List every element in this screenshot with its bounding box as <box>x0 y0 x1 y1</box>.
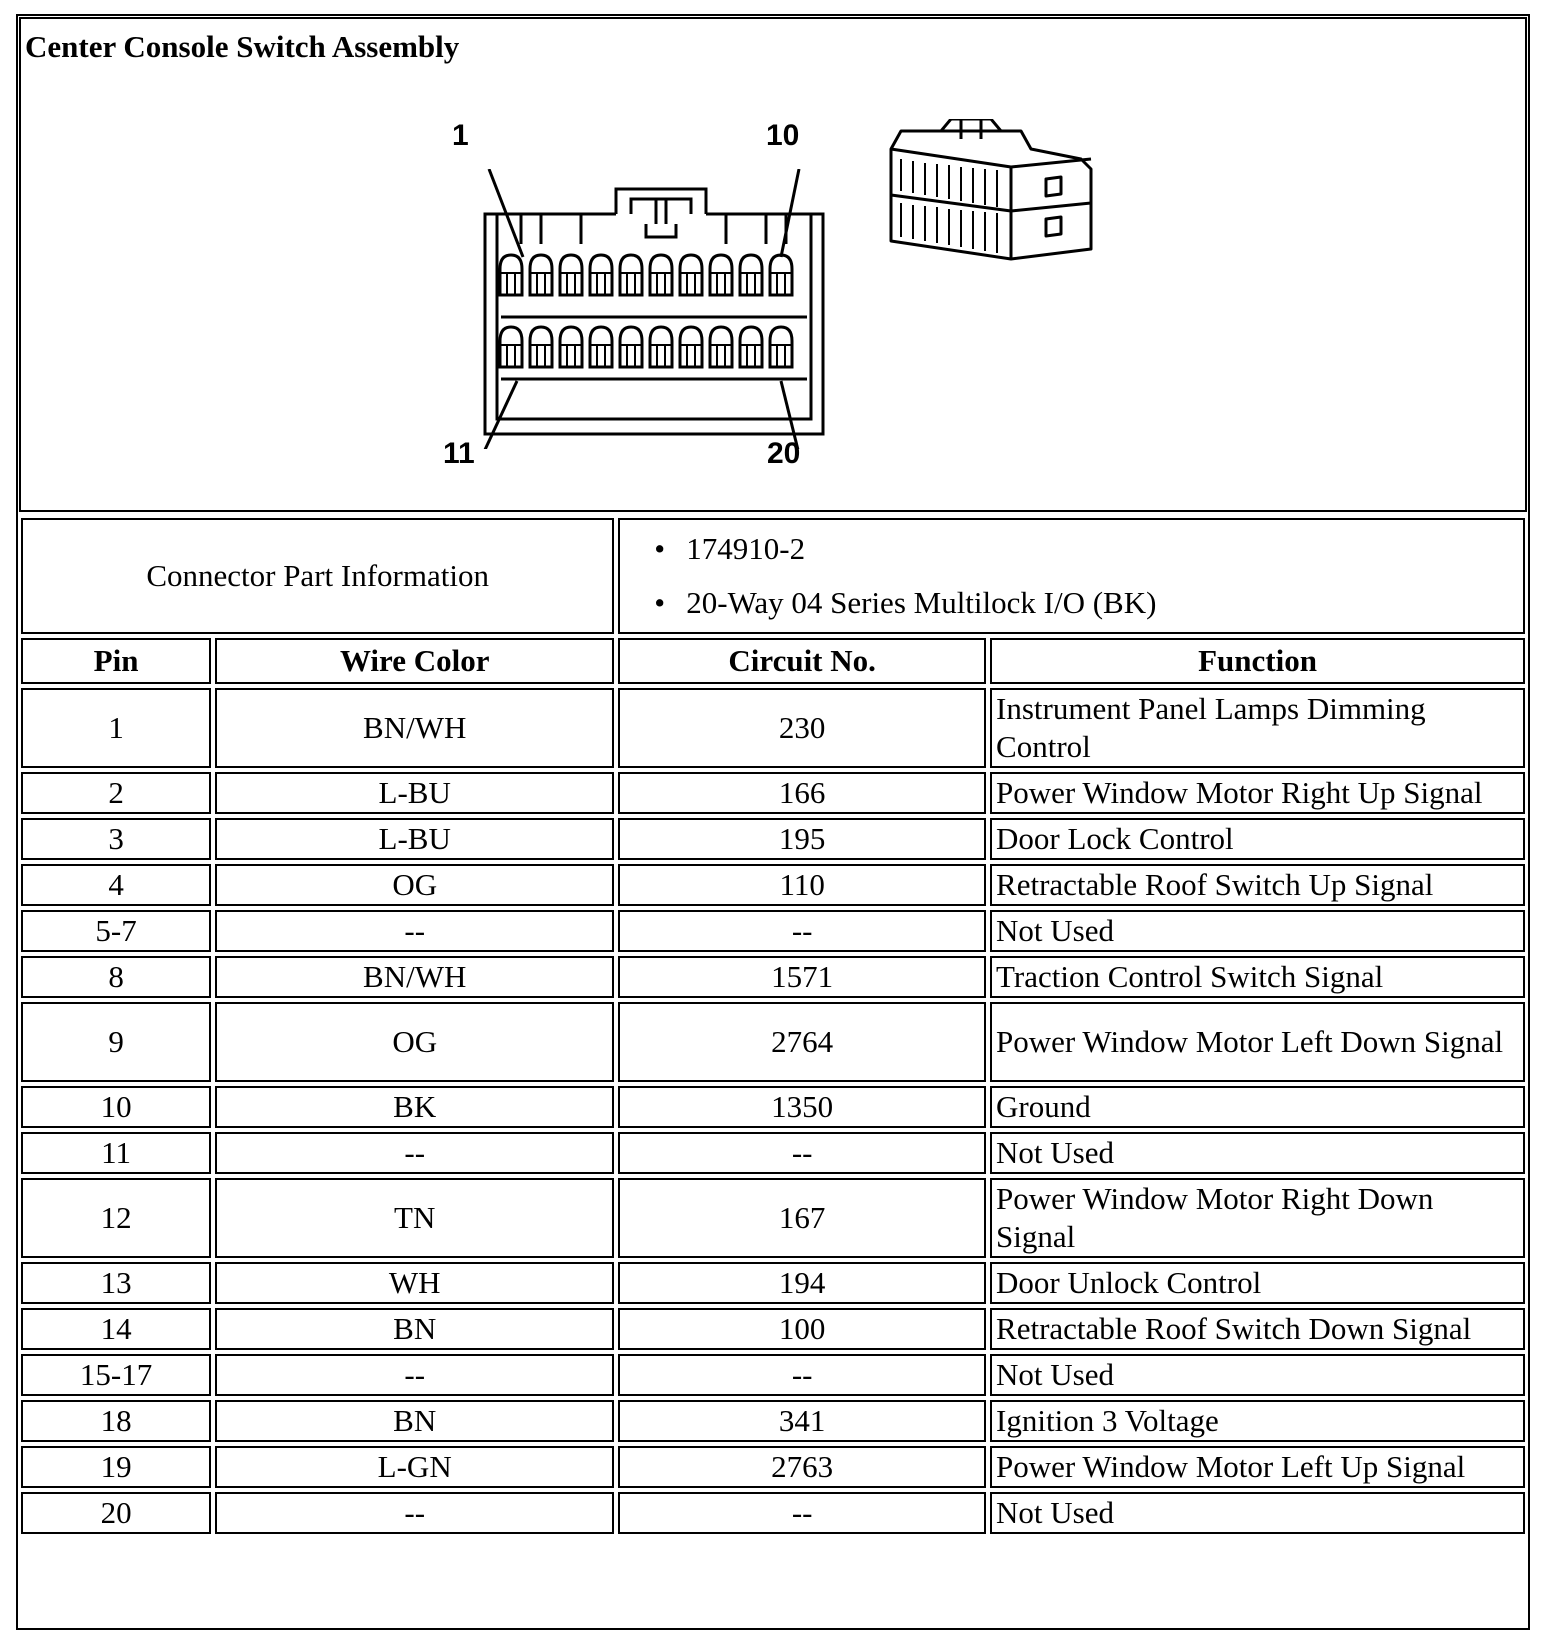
terminal-contact <box>590 273 612 295</box>
terminal-contact <box>710 273 732 295</box>
cell-pin: 10 <box>21 1086 211 1128</box>
terminal-cavity <box>560 255 582 295</box>
pin-row-top <box>500 255 792 295</box>
cell-pin: 15-17 <box>21 1354 211 1396</box>
terminal-contact <box>740 273 762 295</box>
terminal-contact <box>560 273 582 295</box>
part-description: • 20-Way 04 Series Multilock I/O (BK) <box>686 576 1519 630</box>
cell-function: Door Unlock Control <box>990 1262 1525 1304</box>
cell-function: Power Window Motor Right Down Signal <box>990 1178 1525 1258</box>
terminal-contact <box>680 345 702 367</box>
connector-face-drawing <box>481 169 841 449</box>
terminal-cavity <box>590 327 612 367</box>
cell-circuit: 2763 <box>618 1446 986 1488</box>
table-row <box>21 1086 1525 1128</box>
cell-function: Retractable Roof Switch Up Signal <box>990 864 1525 906</box>
cell-function: Traction Control Switch Signal <box>990 956 1525 998</box>
part-info-values <box>618 518 1525 634</box>
table-row <box>21 1132 1525 1174</box>
pin-label-top-right: 10 <box>766 119 800 152</box>
cell-circuit: -- <box>618 1132 986 1174</box>
terminal-cavity <box>500 255 522 295</box>
terminal-cavity <box>710 255 732 295</box>
cell-circuit: 166 <box>618 772 986 814</box>
cell-pin: 20 <box>21 1492 211 1534</box>
terminal-cavity <box>680 255 702 295</box>
table-row <box>21 910 1525 952</box>
cell-pin: 19 <box>21 1446 211 1488</box>
terminal-cavity <box>530 327 552 367</box>
pin-row-bottom <box>500 327 792 367</box>
table-row <box>21 1446 1525 1488</box>
cell-function: Power Window Motor Right Up Signal <box>990 772 1525 814</box>
terminal-contact <box>590 345 612 367</box>
terminal-contact <box>740 345 762 367</box>
terminal-contact <box>650 345 672 367</box>
terminal-contact <box>710 345 732 367</box>
terminal-cavity <box>770 327 792 367</box>
cell-wire-color: TN <box>215 1178 614 1258</box>
connector-diagram-panel <box>19 17 1527 512</box>
cell-pin: 14 <box>21 1308 211 1350</box>
terminal-cavity <box>650 255 672 295</box>
cell-circuit: 195 <box>618 818 986 860</box>
cell-pin: 8 <box>21 956 211 998</box>
terminal-contact <box>530 273 552 295</box>
terminal-contact <box>620 273 642 295</box>
terminal-contact <box>620 345 642 367</box>
cell-function: Retractable Roof Switch Down Signal <box>990 1308 1525 1350</box>
cell-circuit: 1350 <box>618 1086 986 1128</box>
cell-wire-color: BN <box>215 1400 614 1442</box>
part-info-label: Connector Part Information <box>21 518 614 634</box>
terminal-contact <box>770 273 792 295</box>
table-row <box>21 864 1525 906</box>
cell-wire-color: -- <box>215 1492 614 1534</box>
connector-isometric-drawing <box>881 119 1101 269</box>
terminal-cavity <box>620 255 642 295</box>
cell-wire-color: BN/WH <box>215 956 614 998</box>
terminal-contact <box>530 345 552 367</box>
cell-wire-color: -- <box>215 1354 614 1396</box>
cell-wire-color: BN <box>215 1308 614 1350</box>
cell-function: Not Used <box>990 910 1525 952</box>
cell-pin: 18 <box>21 1400 211 1442</box>
cell-circuit: 341 <box>618 1400 986 1442</box>
table-row <box>21 1492 1525 1534</box>
cell-wire-color: OG <box>215 864 614 906</box>
cell-pin: 11 <box>21 1132 211 1174</box>
pin-label-bottom-left: 11 <box>443 437 475 470</box>
cell-circuit: 1571 <box>618 956 986 998</box>
header-pin: Pin <box>21 638 211 684</box>
terminal-cavity <box>590 255 612 295</box>
header-row <box>21 638 1525 684</box>
terminal-contact <box>680 273 702 295</box>
cell-wire-color: OG <box>215 1002 614 1082</box>
terminal-cavity <box>740 255 762 295</box>
cell-wire-color: L-BU <box>215 772 614 814</box>
cell-wire-color: BK <box>215 1086 614 1128</box>
table-row <box>21 1262 1525 1304</box>
cell-wire-color: WH <box>215 1262 614 1304</box>
terminal-cavity <box>770 255 792 295</box>
terminal-cavity <box>740 327 762 367</box>
cell-circuit: 167 <box>618 1178 986 1258</box>
terminal-cavity <box>500 327 522 367</box>
table-row <box>21 1178 1525 1258</box>
cell-function: Ground <box>990 1086 1525 1128</box>
cell-pin: 1 <box>21 688 211 768</box>
cell-function: Not Used <box>990 1492 1525 1534</box>
cell-pin: 12 <box>21 1178 211 1258</box>
cell-function: Power Window Motor Left Up Signal <box>990 1446 1525 1488</box>
terminal-contact <box>500 273 522 295</box>
part-info-row <box>21 518 1525 634</box>
cell-function: Ignition 3 Voltage <box>990 1400 1525 1442</box>
table-row <box>21 818 1525 860</box>
table-row <box>21 956 1525 998</box>
cell-circuit: 110 <box>618 864 986 906</box>
pin-label-bottom-right: 20 <box>767 437 801 470</box>
terminal-cavity <box>560 327 582 367</box>
part-number: • 174910-2 <box>686 522 1519 576</box>
terminal-contact <box>500 345 522 367</box>
cell-pin: 13 <box>21 1262 211 1304</box>
cell-function: Instrument Panel Lamps Dimming Control <box>990 688 1525 768</box>
cell-function: Not Used <box>990 1354 1525 1396</box>
table-row <box>21 1002 1525 1082</box>
terminal-cavity <box>680 327 702 367</box>
header-wire-color: Wire Color <box>215 638 614 684</box>
table-row <box>21 1354 1525 1396</box>
terminal-contact <box>770 345 792 367</box>
terminal-cavity <box>530 255 552 295</box>
cell-pin: 3 <box>21 818 211 860</box>
cell-function: Not Used <box>990 1132 1525 1174</box>
terminal-cavity <box>620 327 642 367</box>
table-row <box>21 688 1525 768</box>
header-circuit: Circuit No. <box>618 638 986 684</box>
cell-pin: 2 <box>21 772 211 814</box>
cell-pin: 4 <box>21 864 211 906</box>
header-function: Function <box>990 638 1525 684</box>
diagram-title: Center Console Switch Assembly <box>25 29 460 64</box>
pin-label-top-left: 1 <box>452 119 469 152</box>
cell-wire-color: L-BU <box>215 818 614 860</box>
table-row <box>21 1308 1525 1350</box>
cell-pin: 5-7 <box>21 910 211 952</box>
cell-circuit: -- <box>618 1354 986 1396</box>
cell-wire-color: BN/WH <box>215 688 614 768</box>
cell-function: Door Lock Control <box>990 818 1525 860</box>
cell-circuit: -- <box>618 1492 986 1534</box>
cell-circuit: 2764 <box>618 1002 986 1082</box>
cell-circuit: 100 <box>618 1308 986 1350</box>
cell-function: Power Window Motor Left Down Signal <box>990 1002 1525 1082</box>
cell-circuit: -- <box>618 910 986 952</box>
cell-wire-color: -- <box>215 910 614 952</box>
cell-wire-color: -- <box>215 1132 614 1174</box>
terminal-cavity <box>710 327 732 367</box>
cell-circuit: 194 <box>618 1262 986 1304</box>
cell-pin: 9 <box>21 1002 211 1082</box>
table-row <box>21 1400 1525 1442</box>
terminal-contact <box>650 273 672 295</box>
pinout-table <box>17 514 1529 1538</box>
terminal-cavity <box>650 327 672 367</box>
cell-circuit: 230 <box>618 688 986 768</box>
cell-wire-color: L-GN <box>215 1446 614 1488</box>
table-row <box>21 772 1525 814</box>
terminal-contact <box>560 345 582 367</box>
